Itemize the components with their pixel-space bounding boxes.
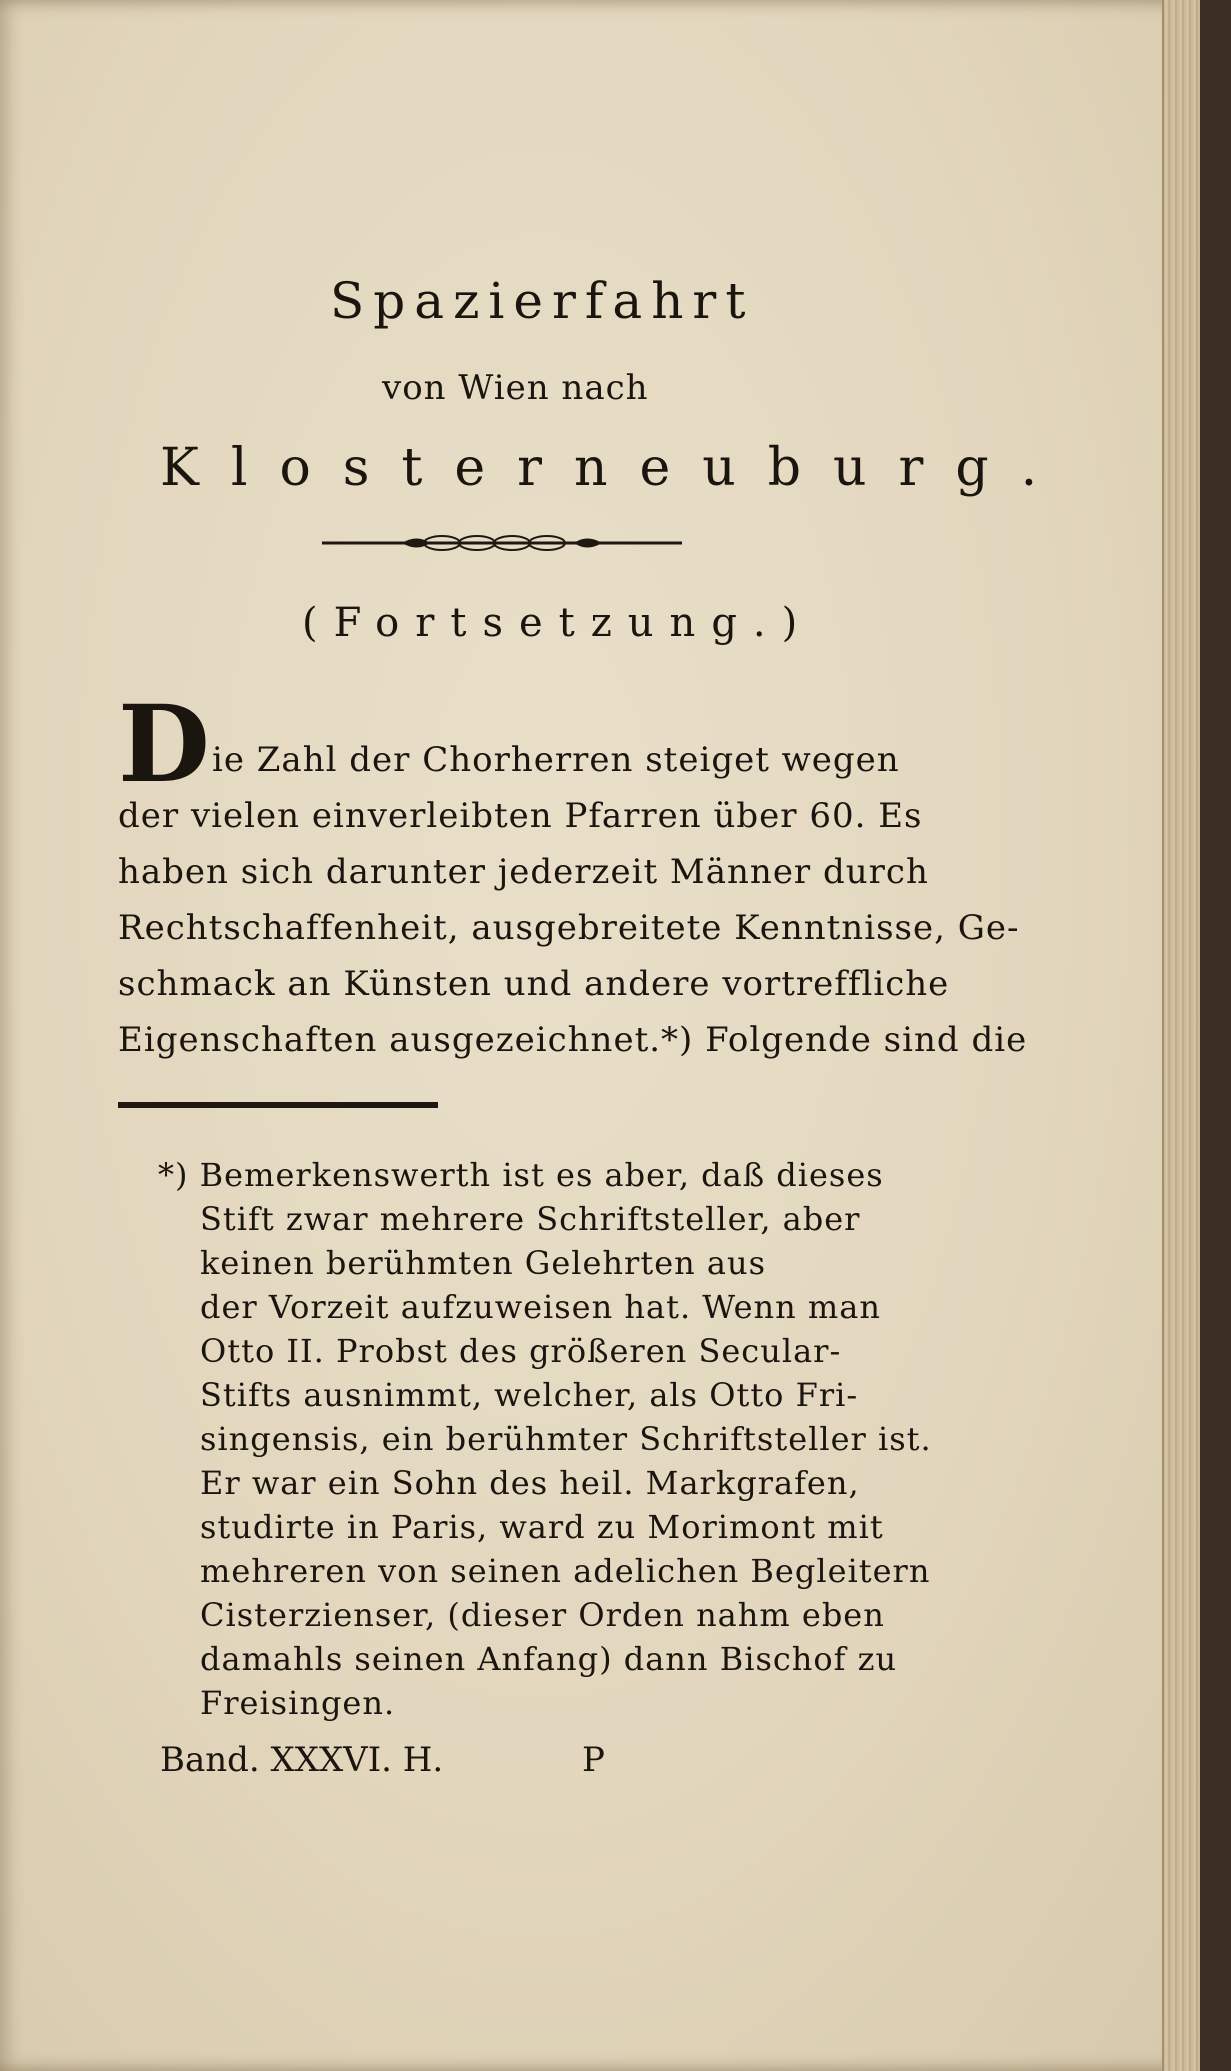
signature-mark: Band. XXXVI. H. [160,1740,444,1780]
footnote-line: Er war ein Sohn des heil. Markgrafen, [200,1464,860,1502]
footnote-line: Stift zwar mehrere Schriftsteller, aber [200,1200,861,1238]
page-edge [1162,0,1200,2071]
page-subtitle: von Wien nach [382,368,649,408]
body-line: Rechtschaffenheit, ausgebreitete Kenntnisse, Ge- [118,908,1020,948]
footnote-line: Cisterzienser, (dieser Orden nahm eben [200,1596,885,1634]
ornament-divider [322,528,682,558]
drop-cap: D [118,681,210,806]
footnote-line: mehreren von seinen adelichen Begleitern [200,1552,931,1590]
footnote-line: *) Bemerkenswerth ist es aber, daß dieses [158,1156,884,1194]
body-line: Eigenschaften ausgezeichnet.*) Folgende sind die [118,1020,1028,1060]
footnote-line: Stifts ausnimmt, welcher, als Otto Fri- [200,1376,859,1414]
body-line: schmack an Künsten und andere vortreffliche [118,964,950,1004]
signature-letter: P [582,1740,605,1780]
place-name: Klosterneuburg. [160,438,1070,498]
footnote-line: keinen berühmten Gelehrten aus [200,1244,767,1282]
footnote-line: Freisingen. [200,1684,396,1722]
page-title: Spazierfahrt [330,272,755,330]
footnote-rule [118,1102,438,1108]
footnote-line: damahls seinen Anfang) dann Bischof zu [200,1640,898,1678]
body-line: ie Zahl der Chorherren steiget wegen [212,740,900,780]
footnote-line: Otto II. Probst des größeren Secular- [200,1332,842,1370]
body-line: haben sich darunter jederzeit Männer durch [118,852,929,892]
footnote-line: studirte in Paris, ward zu Morimont mit [200,1508,884,1546]
footnote-line: der Vorzeit aufzuweisen hat. Wenn man [200,1288,881,1326]
continuation-label: (Fortsetzung.) [302,600,814,646]
body-line: der vielen einverleibten Pfarren über 60. Es [118,796,923,836]
footnote-line: singensis, ein berühmter Schriftsteller ist. [200,1420,932,1458]
